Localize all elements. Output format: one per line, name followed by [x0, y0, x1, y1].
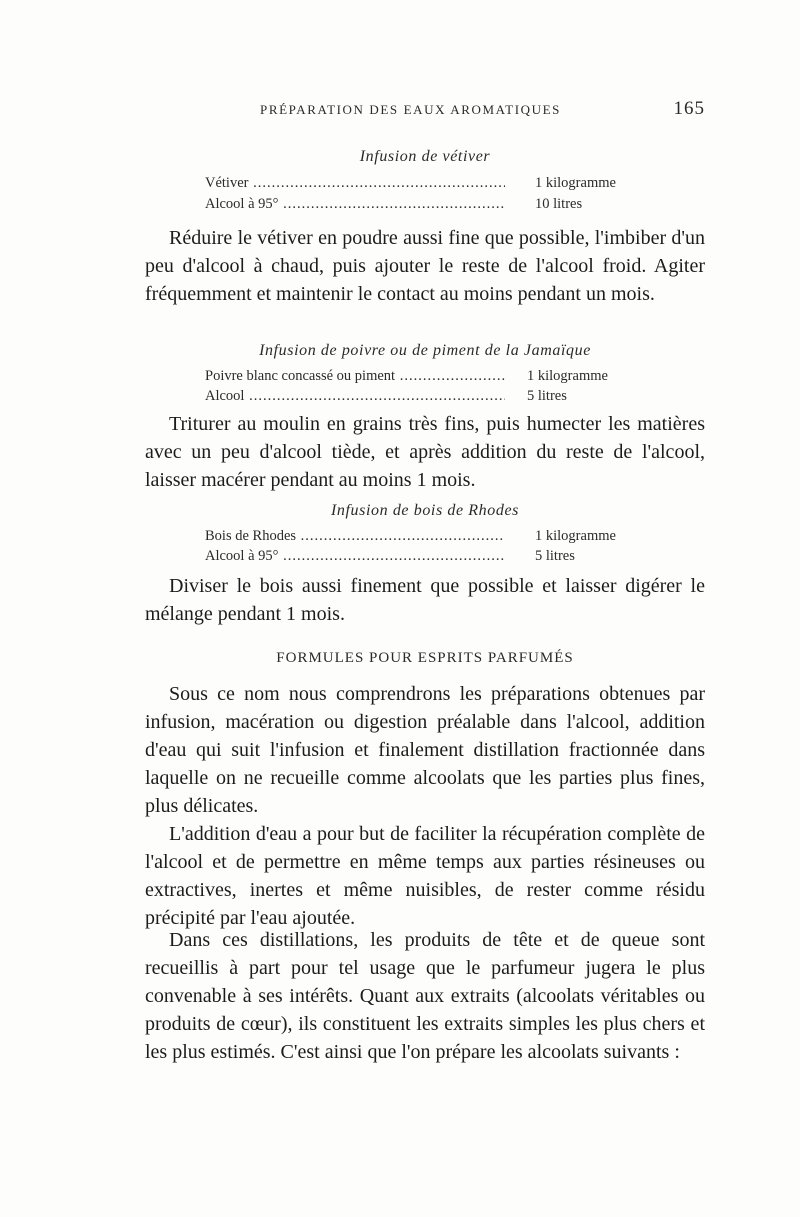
ingredient-row — [205, 368, 640, 388]
recipe-title-bois-de-rhodes: Infusion de bois de Rhodes — [330, 502, 520, 519]
body-paragraph: L'addition d'eau a pour but de faciliter la récupération complète de l'alcool et de permettre en même temps aux parties résineuses ou extractives, inertes et même nuisibles, de rester comme résidu précipité par l'eau ajoutée. — [145, 823, 705, 929]
ingredient-name: Bois de Rhodes ..... — [205, 528, 505, 545]
recipe-title-poivre: Infusion de poivre ou de piment de la Jamaïque — [259, 342, 591, 359]
recipe-instructions: Réduire le vétiver en poudre aussi fine que possible, l'imbiber d'un peu d'alcool à chaud, puis ajouter le reste de l'alcool froid. Agiter fréquemment et maintenir le contact au moins pendant un mois. — [145, 227, 705, 305]
ingredient-quantity: 1 kilogramme — [535, 175, 616, 191]
ingredient-quantity: 1 kilogramme — [535, 528, 616, 544]
section-heading: FORMULES POUR ESPRITS PARFUMÉS — [276, 650, 574, 666]
body-paragraph: Dans ces distillations, les produits de tête et de queue sont recueillis à part pour tel usage que le parfumeur jugera le plus convenable à ses intérêts. Quant aux extraits (alcoolats véritables ou produits de cœur), ils constituent les extraits simples les plus chers et les plus estimés. C'est ainsi que l'on prépare les alcoolats suivants : — [145, 929, 705, 1063]
ingredient-name: Poivre blanc concassé ou piment ..... — [205, 368, 505, 385]
ingredient-name: Alcool à 95° ..... — [205, 548, 505, 565]
ingredient-name: Alcool à 95° ..... — [205, 196, 505, 213]
ingredient-quantity: 5 litres — [535, 548, 575, 564]
page-number: 165 — [673, 98, 705, 119]
ingredient-row — [205, 388, 640, 408]
ingredient-name: Vétiver ..... — [205, 175, 505, 192]
ingredient-row — [205, 175, 640, 195]
recipe-title-vetiver: Infusion de vétiver — [359, 148, 491, 165]
ingredient-quantity: 1 kilogramme — [527, 368, 608, 384]
ingredient-quantity: 10 litres — [535, 196, 583, 212]
recipe-instructions: Triturer au moulin en grains très fins, puis humecter les matières avec un peu d'alcool tiède, et après addition du reste de l'alcool, laisser macérer pendant au moins 1 mois. — [145, 413, 705, 491]
ingredient-row — [205, 528, 640, 548]
running-title: PRÉPARATION DES EAUX AROMATIQUES — [260, 102, 561, 117]
ingredient-row — [205, 548, 640, 568]
body-paragraph: Sous ce nom nous comprendrons les préparations obtenues par infusion, macération ou digestion préalable dans l'alcool, addition d'eau qui suit l'infusion et finalement distillation fractionnée dans laquelle on ne recueille comme alcoolats que les parties plus fines, plus délicates. — [145, 683, 705, 817]
running-head — [145, 98, 705, 122]
ingredient-quantity: 5 litres — [527, 388, 567, 404]
recipe-instructions: Diviser le bois aussi finement que possible et laisser digérer le mélange pendant 1 mois. — [145, 575, 705, 625]
ingredient-name: Alcool ..... — [205, 388, 505, 405]
ingredient-row — [205, 196, 640, 216]
